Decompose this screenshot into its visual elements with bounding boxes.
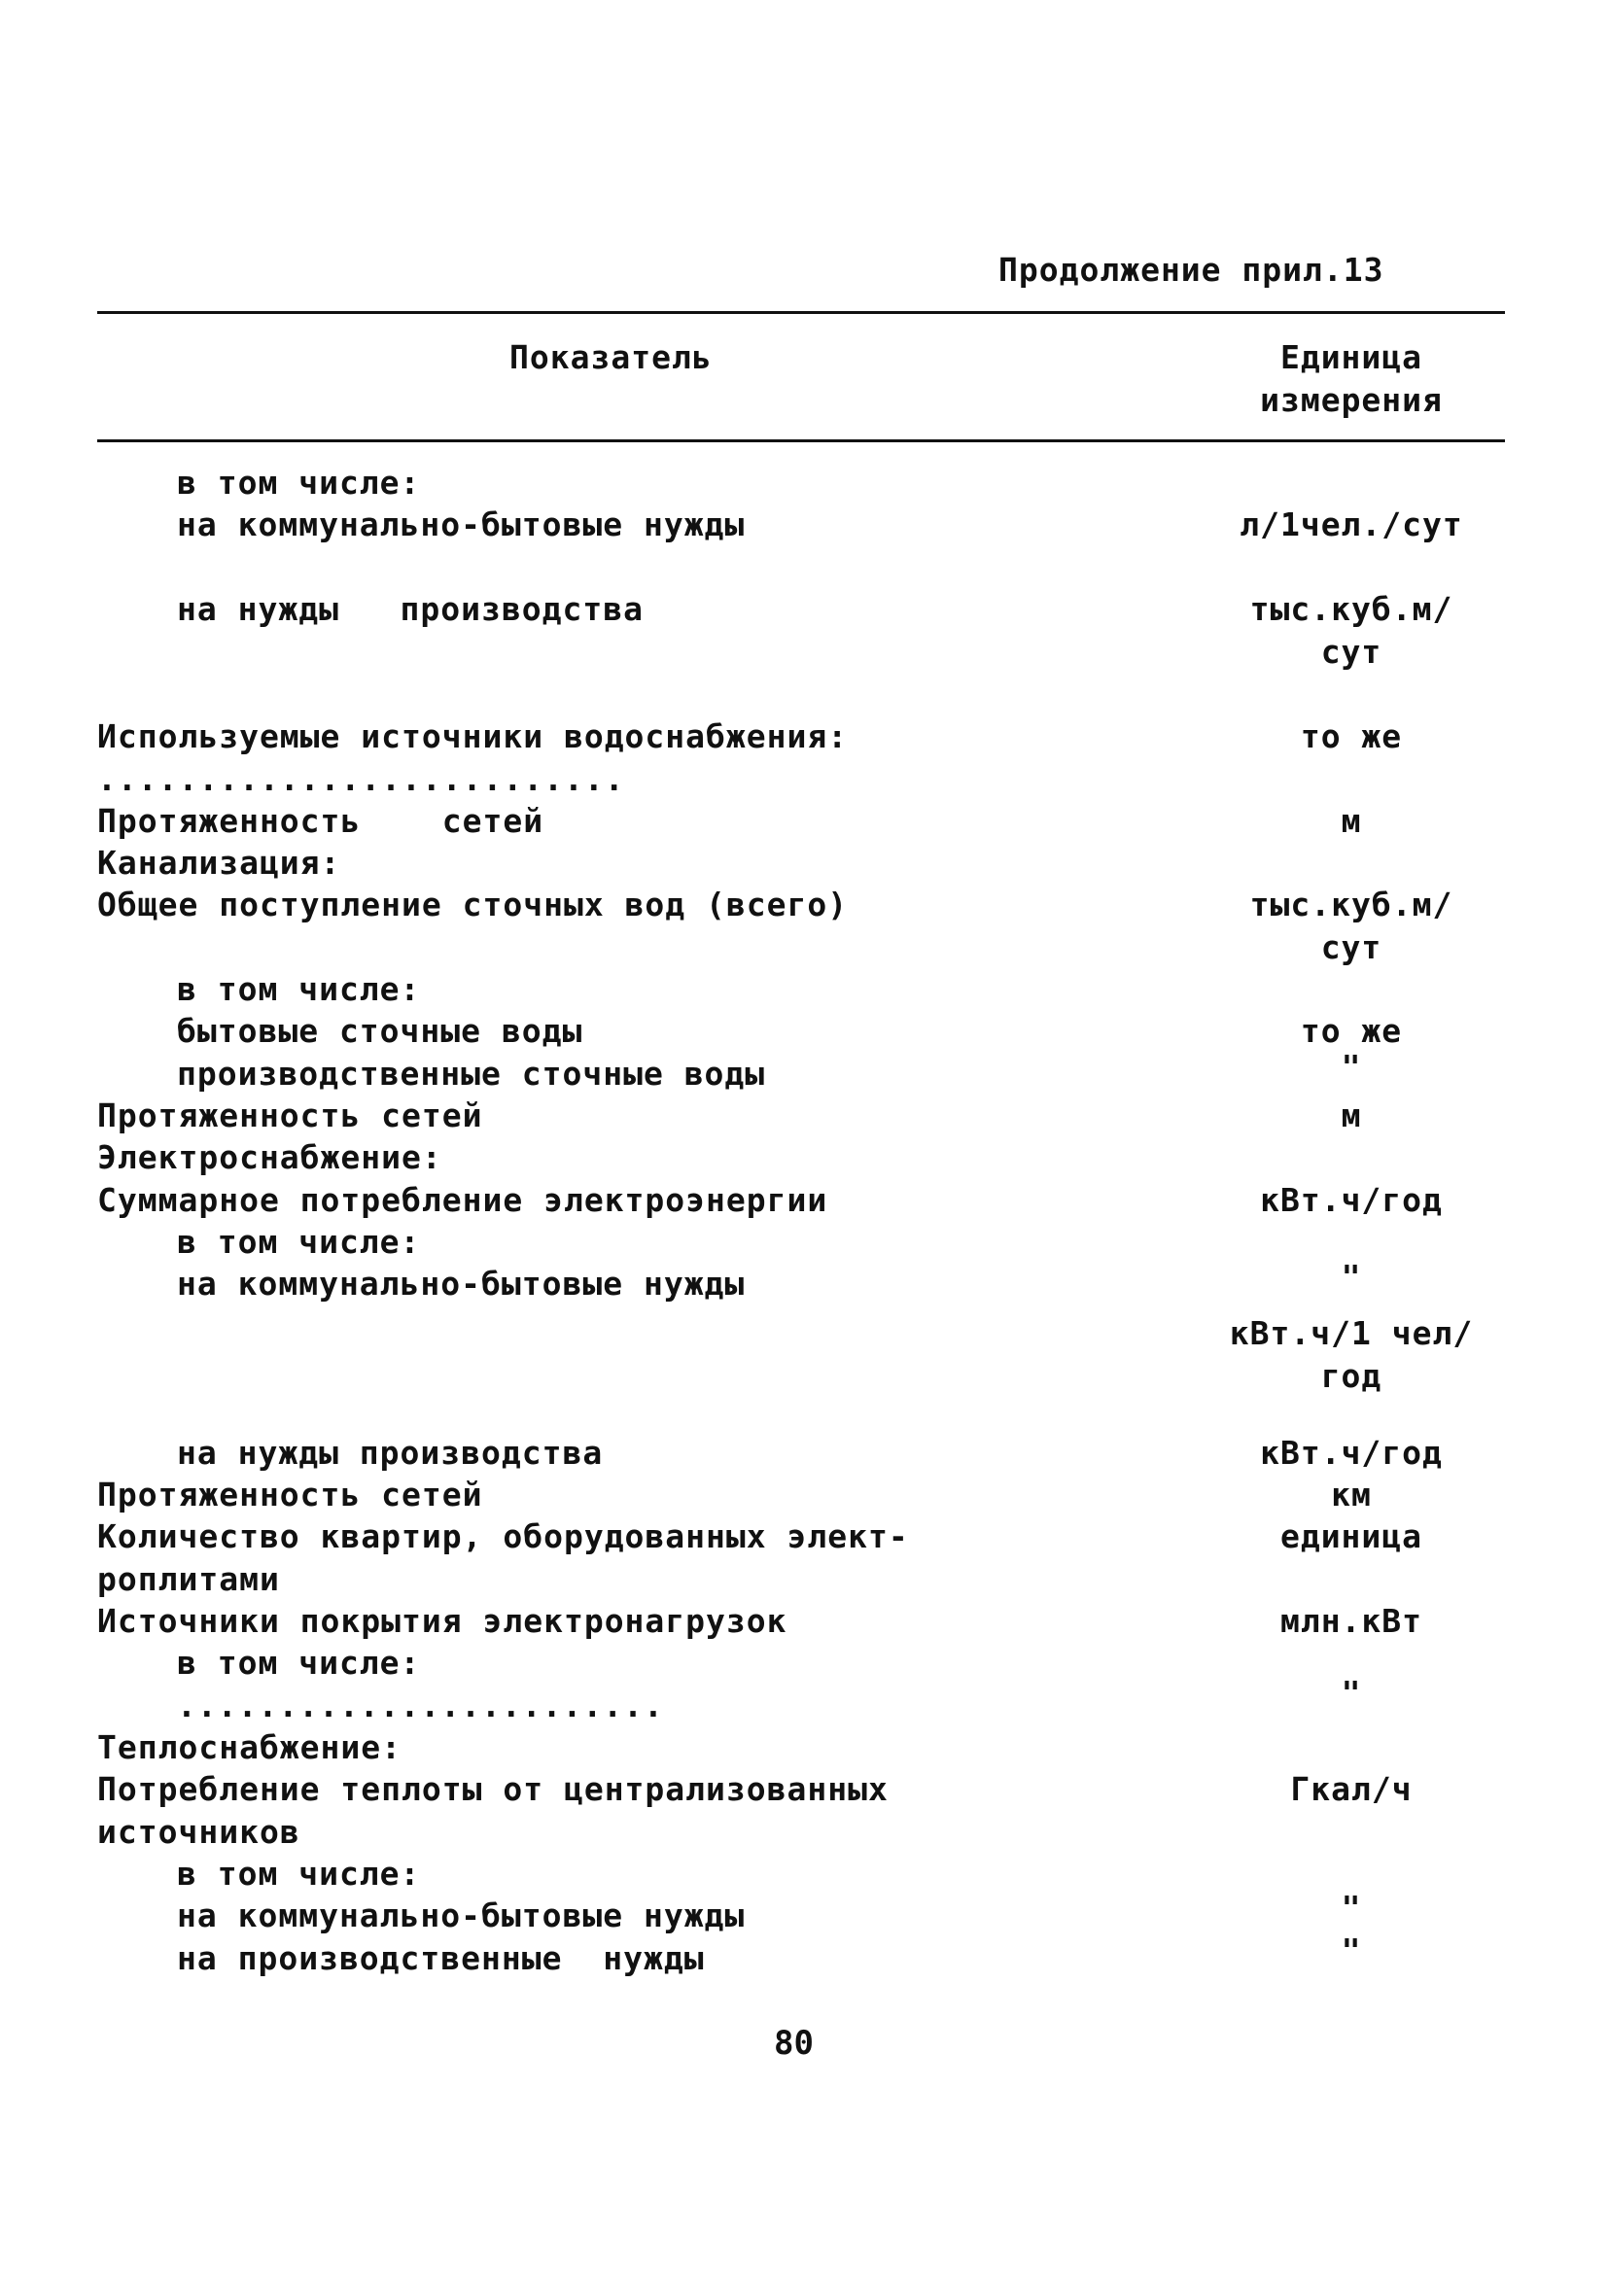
row-text: в том числе: <box>177 970 421 1008</box>
row-text: производственные сточные воды <box>177 1055 766 1093</box>
row-unit: то же <box>1300 1012 1403 1050</box>
row-unit: кВт.ч/1 чел/ <box>1229 1314 1474 1352</box>
row-unit: " <box>1341 1931 1362 1969</box>
row-unit: тыс.куб.м/ <box>1249 886 1453 923</box>
row-text: в том числе: <box>177 464 421 502</box>
row-text: Количество квартир, оборудованных элект- <box>97 1517 909 1555</box>
row-unit: " <box>1341 1889 1362 1927</box>
row-text: Общее поступление сточных вод (всего) <box>97 886 849 923</box>
row-text: Протяженность сетей <box>97 802 544 840</box>
row-text: в том числе: <box>177 1644 421 1682</box>
row-unit: кВт.ч/год <box>1260 1434 1443 1472</box>
row-text: Суммарное потребление электроэнергии <box>97 1181 828 1219</box>
row-unit: " <box>1341 1258 1362 1296</box>
row-text: Потребление теплоты от централизованных <box>97 1770 889 1808</box>
row-unit: м <box>1341 1096 1362 1134</box>
row-unit: " <box>1341 1674 1362 1712</box>
row-unit: кВт.ч/год <box>1260 1181 1443 1219</box>
row-text: источников <box>97 1813 300 1851</box>
row-text: в том числе: <box>177 1855 421 1893</box>
row-unit: м <box>1341 802 1362 840</box>
row-unit: км <box>1331 1476 1372 1513</box>
row-unit: сут <box>1320 928 1382 966</box>
row-text: Электроснабжение: <box>97 1138 442 1176</box>
row-text: на производственные нужды <box>177 1939 705 1977</box>
row-text: Источники покрытия электронагрузок <box>97 1602 787 1640</box>
continuation-header: Продолжение прил.13 <box>998 251 1384 289</box>
row-text: бытовые сточные воды <box>177 1012 583 1050</box>
column-header-unit-line2: измерения <box>1260 381 1443 419</box>
row-text: .......................... <box>97 760 625 798</box>
row-text: Протяженность сетей <box>97 1476 483 1513</box>
row-text: в том числе: <box>177 1223 421 1261</box>
row-text: на коммунально-бытовые нужды <box>177 505 746 543</box>
row-unit: год <box>1320 1357 1382 1395</box>
column-header-indicator: Показатель <box>509 338 713 376</box>
row-text: Используемые источники водоснабжения: <box>97 717 849 755</box>
row-text: на нужды производства <box>177 590 644 628</box>
row-text: на коммунально-бытовые нужды <box>177 1265 746 1303</box>
row-text: ........................ <box>177 1687 664 1724</box>
row-unit: единица <box>1279 1517 1423 1555</box>
row-unit: млн.кВт <box>1279 1602 1423 1640</box>
column-header-unit-line1: Единица <box>1279 338 1423 376</box>
row-text: на коммунально-бытовые нужды <box>177 1896 746 1934</box>
row-text: на нужды производства <box>177 1434 604 1472</box>
row-unit: сут <box>1320 633 1382 671</box>
header-rule <box>97 439 1505 442</box>
top-rule <box>97 311 1505 314</box>
row-unit: тыс.куб.м/ <box>1249 590 1453 628</box>
row-text: Протяженность сетей <box>97 1096 483 1134</box>
row-unit: " <box>1341 1048 1362 1086</box>
row-text: Канализация: <box>97 844 341 882</box>
row-unit: л/1чел./сут <box>1240 505 1463 543</box>
row-text: роплитами <box>97 1560 280 1598</box>
row-unit: Гкал/ч <box>1290 1770 1413 1808</box>
page-number: 80 <box>774 2024 814 2063</box>
row-unit: то же <box>1300 717 1403 755</box>
row-text: Теплоснабжение: <box>97 1728 402 1766</box>
